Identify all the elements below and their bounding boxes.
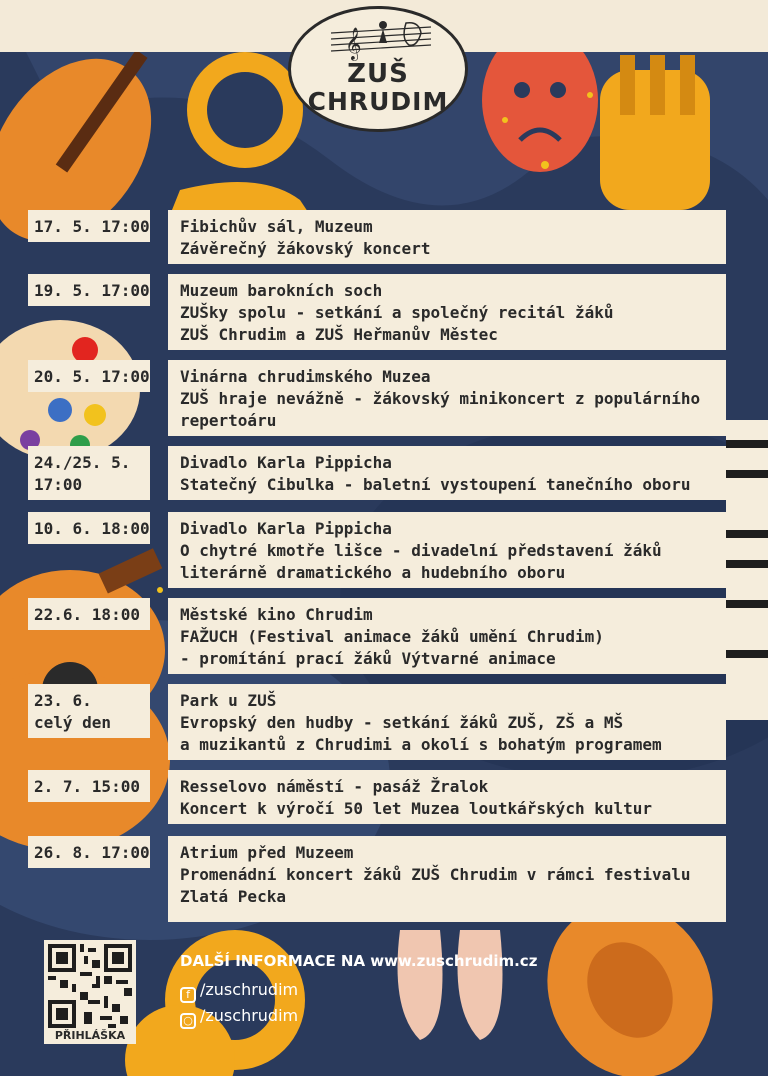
event-line: O chytré kmotře lišce - divadelní představení žáků xyxy=(180,541,662,560)
event-line: repertoáru xyxy=(180,411,277,430)
facebook-link[interactable] xyxy=(180,980,298,1003)
event-line: Koncert k výročí 50 let Muzea loutkářských kultur xyxy=(180,799,653,818)
event-line: Divadlo Karla Pippicha xyxy=(180,519,392,538)
event-line: Závěrečný žákovský koncert xyxy=(180,239,431,258)
event-details xyxy=(168,446,726,500)
logo-text-city: CHRUDIM xyxy=(307,87,449,116)
event-line: Atrium před Muzeem xyxy=(180,843,354,862)
facebook-icon: f xyxy=(180,987,196,1003)
event-details xyxy=(168,274,726,350)
event-line: FAŽUCH (Festival animace žáků umění Chrudim) xyxy=(180,627,604,646)
event-date xyxy=(28,598,150,630)
event-line: Městské kino Chrudim xyxy=(180,605,373,624)
qr-code-block[interactable] xyxy=(44,940,136,1044)
zus-chrudim-logo xyxy=(288,6,468,132)
event-date-line: 17. 5. 17:00 xyxy=(34,217,150,236)
tuba-illustration xyxy=(600,55,710,210)
instagram-link[interactable] xyxy=(180,1006,298,1029)
event-date xyxy=(28,274,150,306)
event-line: ZUŠ hraje nevážně - žákovský minikoncert z populárního xyxy=(180,389,701,408)
event-details xyxy=(168,836,726,922)
svg-text:𝄞: 𝄞 xyxy=(345,27,362,60)
event-details xyxy=(168,512,726,588)
event-line: ZUŠky spolu - setkání a společný recitál žáků xyxy=(180,303,614,322)
event-line: Promenádní koncert žáků ZUŠ Chrudim v rámci festivalu xyxy=(180,865,691,884)
event-date xyxy=(28,360,150,392)
event-line: Vinárna chrudimského Muzea xyxy=(180,367,431,386)
event-details xyxy=(168,360,726,436)
facebook-handle: /zuschrudim xyxy=(200,980,299,999)
qr-code-icon xyxy=(48,944,132,1028)
event-line: a muzikantů z Chrudimi a okolí s bohatým programem xyxy=(180,735,662,754)
footer-info[interactable]: DALŠÍ INFORMACE NA www.zuschrudim.cz xyxy=(180,952,538,970)
logo-text-zus: ZUŠ xyxy=(347,59,409,89)
event-details xyxy=(168,210,726,264)
event-line: Fibichův sál, Muzeum xyxy=(180,217,373,236)
event-date xyxy=(28,512,150,544)
event-date-line: 20. 5. 17:00 xyxy=(34,367,150,386)
event-details xyxy=(168,684,726,760)
event-date-line: 19. 5. 17:00 xyxy=(34,281,150,300)
event-date xyxy=(28,770,150,802)
event-date-line: 17:00 xyxy=(34,475,83,494)
event-line: Muzeum barokních soch xyxy=(180,281,383,300)
event-date xyxy=(28,210,150,242)
event-date xyxy=(28,684,150,738)
event-line: Divadlo Karla Pippicha xyxy=(180,453,392,472)
event-date xyxy=(28,836,150,868)
event-line: Park u ZUŠ xyxy=(180,691,277,710)
event-line: Resselovo náměstí - pasáž Žralok xyxy=(180,777,489,796)
piano-keys-illustration xyxy=(726,420,768,720)
event-line: Evropský den hudby - setkání žáků ZUŠ, ZŠ a MŠ xyxy=(180,713,624,732)
instagram-icon: ○ xyxy=(180,1013,196,1029)
event-line: Statečný Cibulka - baletní vystoupení tanečního oboru xyxy=(180,475,691,494)
event-date-line: 24./25. 5. xyxy=(34,453,131,472)
event-line: Zlatá Pecka xyxy=(180,887,286,906)
event-date-line: 23. 6. xyxy=(34,691,92,710)
qr-label: PŘIHLÁŠKA xyxy=(54,1029,126,1042)
music-staff-logo-icon xyxy=(331,19,431,61)
event-details xyxy=(168,598,726,674)
event-date xyxy=(28,446,150,500)
event-date-line: 22.6. 18:00 xyxy=(34,605,140,624)
event-line: - promítání prací žáků Výtvarné animace xyxy=(180,649,556,668)
event-date-line: celý den xyxy=(34,713,112,732)
event-date-line: 10. 6. 18:00 xyxy=(34,519,150,538)
event-details xyxy=(168,770,726,824)
event-line: ZUŠ Chrudim a ZUŠ Heřmanův Městec xyxy=(180,325,498,344)
event-line: literárně dramatického a hudebního oboru xyxy=(180,563,566,582)
event-date-line: 26. 8. 17:00 xyxy=(34,843,150,862)
event-date-line: 2. 7. 15:00 xyxy=(34,777,140,796)
instagram-handle: /zuschrudim xyxy=(200,1006,299,1025)
